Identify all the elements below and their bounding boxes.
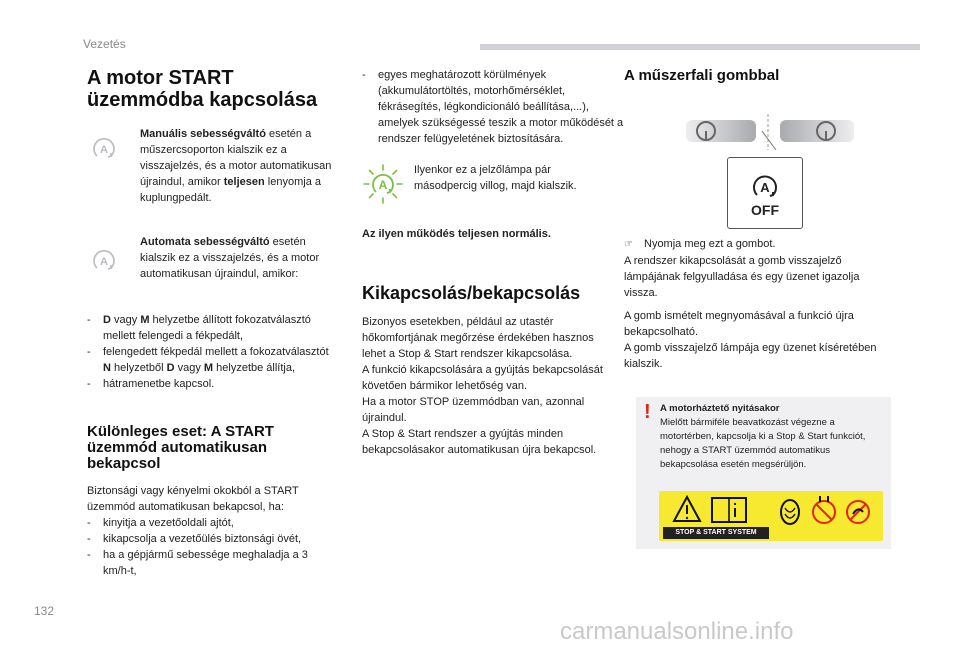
auto-start-blinking-icon <box>362 163 404 205</box>
blink-text: Ilyenkor ez a jelzőlámpa pár másodpercig villog, majd kialszik. <box>414 164 577 192</box>
special-case-text <box>87 483 337 579</box>
press-instructions <box>624 236 886 301</box>
onoff-heading: Kikapcsolás/bekapcsolás <box>362 283 581 303</box>
dashboard-button-heading: A műszerfali gombbal <box>624 67 780 84</box>
press-again-text: A gomb ismételt megnyomásával a funkció újra bekapcsolható. A gomb visszajelző lámpája egy üzenet kíséretében kialszik. <box>624 310 877 370</box>
list-item: - hátramenetbe kapcsol. <box>87 376 332 392</box>
auto-start-icon <box>751 174 779 200</box>
header-bar <box>480 44 920 50</box>
dashboard-illustration <box>684 112 860 152</box>
warning-title: A motorháztető nyitásakor <box>660 403 780 414</box>
list-item: - kikapcsolja a vezetőülés biztonsági övét, <box>87 531 337 547</box>
auto-start-icon <box>91 136 117 162</box>
list-item: - D vagy M helyzetbe állított fokozatválasztó mellett felengedi a fékpedált, <box>87 312 332 344</box>
automatic-gearbox-text: Automata sebességváltó esetén kialszik ez a visszajelzés, és a motor automatikusan újraindul, amikor: <box>140 236 320 280</box>
section-title: Vezetés <box>83 37 126 51</box>
exclamation-icon: ! <box>644 401 651 423</box>
svg-text:A: A <box>100 144 108 156</box>
watermark: carmanualsonline.info <box>560 618 794 645</box>
press-step: ☞ Nyomja meg ezt a gombot. <box>624 236 886 253</box>
list-item: - kinyitja a vezetőoldali ajtót, <box>87 515 337 531</box>
sticker-label: STOP & START SYSTEM <box>663 527 769 539</box>
svg-text:A: A <box>100 256 108 268</box>
special-case-intro: Biztonsági vagy kényelmi okokból a START üzemmód automatikusan bekapcsol, ha: <box>87 485 299 513</box>
normal-operation-note: Az ilyen működés teljesen normális. <box>362 228 551 240</box>
page-title: A motor START üzemmódba kapcsolása <box>87 67 318 111</box>
arrow-right-icon: ☞ <box>624 239 633 250</box>
list-item: - felengedett fékpedál mellett a fokozatválasztót N helyzetből D vagy M helyzetbe állítja, <box>87 344 332 376</box>
auto-start-icon <box>91 248 117 274</box>
onoff-text: Bizonyos esetekben, például az utastér hőkomfortjának megőrzése érdekében hasznos lehet a Stop & Start rendszer kikapcsolása. A funkció kikapcsolására a gyújtás bekapcsolását követően bármikor lehetőség van. Ha a motor STOP üzemmódban van, azonnal újraindul. A Stop & Start rendszer a gyújtás minden bekapcsolásakor automatikusan újra bekapcsol. <box>362 316 603 456</box>
warning-body: Mielőtt bármiféle beavatkozást végezne a motortérben, kapcsolja ki a Stop & Start funkciót, nehogy a START üzemmód automatikus bekapcsolása esetén megsérüljön. <box>660 417 866 470</box>
stop-start-off-button[interactable] <box>727 157 803 229</box>
svg-text:A: A <box>378 178 388 192</box>
list-item: - ha a gépjármű sebessége meghaladja a 3 km/h-t, <box>87 547 337 579</box>
warning-text <box>660 402 886 472</box>
list-item: - egyes meghatározott körülmények (akkumulátortöltés, motorhőmérséklet, fékrásegítés, légkondicionáló beállítása,...), amelyek szükségessé teszik a motor működését a rendszer felügyeletének biztosítására. <box>362 67 630 147</box>
manual-gearbox-text: Manuális sebességváltó esetén a műszercsoporton kialszik ez a visszajelzés, és a motor automatikusan újraindul, amikor teljesen lenyomja a kuplungpedált. <box>140 128 332 204</box>
sticker-pictograms <box>662 494 882 526</box>
svg-text:A: A <box>760 180 770 195</box>
off-label: OFF <box>751 202 779 218</box>
special-case-heading: Különleges eset: A START üzemmód automatikusan bekapcsol <box>87 423 274 472</box>
restart-conditions-list <box>87 312 332 392</box>
page-number: 132 <box>34 604 55 618</box>
press-result: A rendszer kikapcsolását a gomb visszajelző lámpájának felgyulladása és egy üzenet igazolja vissza. <box>624 255 860 299</box>
